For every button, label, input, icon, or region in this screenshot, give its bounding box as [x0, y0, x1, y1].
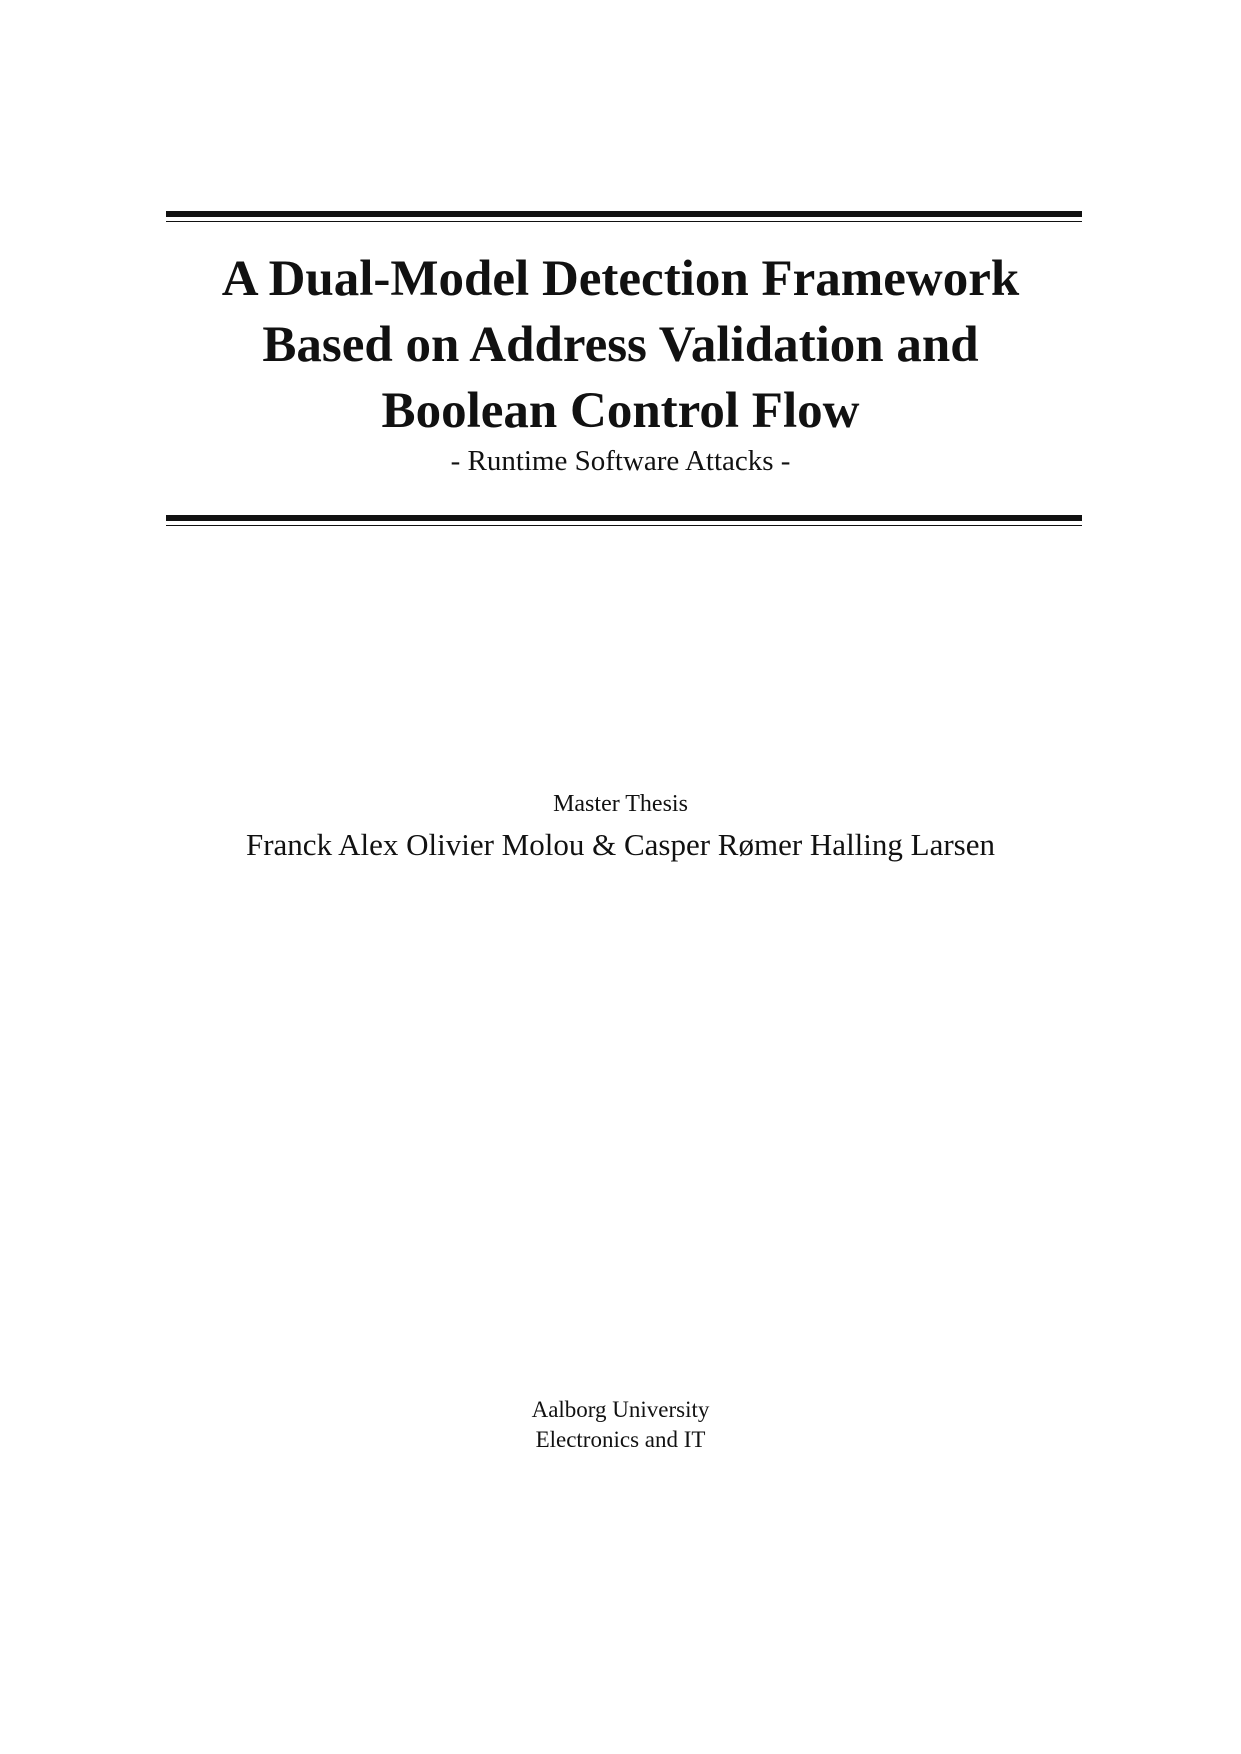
title-line-1: A Dual-Model Detection Framework [221, 251, 1020, 307]
thesis-type: Master Thesis [553, 791, 688, 817]
bottom-double-rule [166, 515, 1082, 526]
top-rule-thick [166, 211, 1082, 217]
department-name: Electronics and IT [535, 1427, 706, 1452]
authors: Franck Alex Olivier Molou & Casper Rømer Halling Larsen [245, 827, 995, 862]
bottom-rule-thin [166, 525, 1082, 526]
university-name: Aalborg University [531, 1397, 710, 1422]
title-line-3: Boolean Control Flow [381, 383, 860, 439]
thesis-subtitle: - Runtime Software Attacks - [450, 445, 791, 477]
top-rule-thin [166, 221, 1082, 222]
top-double-rule [166, 211, 1082, 222]
thesis-title [120, 246, 1121, 444]
title-line-2: Based on Address Validation and [262, 317, 979, 373]
bottom-rule-thick [166, 515, 1082, 521]
